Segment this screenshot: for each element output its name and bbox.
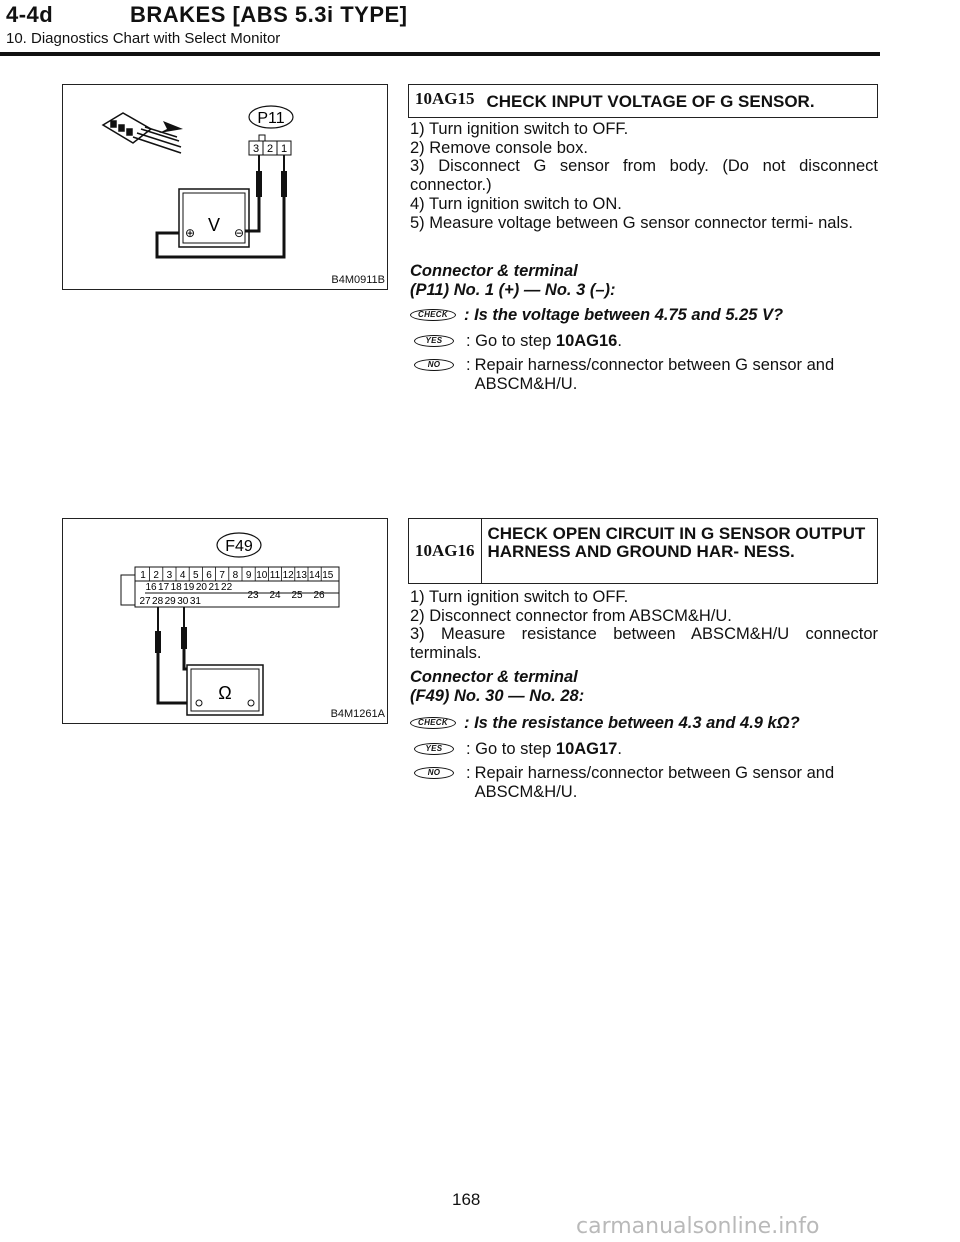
pin-30: 30 [177,596,189,607]
pin-28: 28 [152,596,164,607]
page-title: BRAKES [ABS 5.3i TYPE] [130,2,408,27]
instruction: 2) Disconnect connector from ABSCM&H/U. [410,606,732,625]
pin-4: 4 [179,570,186,581]
step1-instructions [410,120,878,232]
section-number: 4-4d [6,2,54,27]
pin-17: 17 [158,582,170,593]
step-id: 10AG15 [415,89,475,108]
yes-suffix: . [617,332,622,350]
page-number: 168 [452,1190,481,1209]
instruction: 1) Turn ignition switch to OFF. [410,120,629,138]
instruction: 5) Measure voltage between G sensor connector termi- nals. [410,213,853,232]
connector-label-f49: F49 [225,538,253,555]
voltmeter-symbol: V [207,215,221,235]
yes-step-link[interactable]: 10AG17 [555,740,618,758]
no-icon: NO [414,359,454,371]
pin-9: 9 [245,570,252,581]
pin-21: 21 [208,582,220,593]
step-header-10ag16 [408,518,878,584]
wiring-diagram-p11 [63,85,387,289]
ohmmeter-symbol: Ω [218,683,232,703]
pin-27: 27 [139,596,151,607]
connector-label-p11: P11 [257,110,285,127]
no-icon: NO [414,767,454,779]
yes-prefix: Go to step [475,332,556,350]
figure-code: B4M0911B [331,274,385,286]
figure-code: B4M1261A [330,708,385,720]
instruction: 1) Turn ignition switch to OFF. [410,588,629,606]
pin-24: 24 [269,590,281,601]
pin-20: 20 [195,582,207,593]
instruction: 4) Turn ignition switch to ON. [410,194,622,213]
pin-23: 23 [247,590,259,601]
pin-22: 22 [221,582,233,593]
no-answer: Repair harness/connector between G sensor and ABSCM&H/U. [474,764,835,801]
step-id: 10AG16 [415,541,475,560]
pin-5: 5 [193,570,199,581]
page-subtitle: 10. Diagnostics Chart with Select Monitor [6,30,281,47]
pin-8: 8 [232,570,239,581]
terminal-pins: (F49) No. 30 — No. 28: [410,686,585,705]
yes-row: YES : Go to step 10AG17. [410,740,622,759]
pin-14: 14 [309,570,321,581]
terminal-pins: (P11) No. 1 (+) — No. 3 (–): [410,280,616,299]
pin-29: 29 [164,596,176,607]
pin-1: 1 [280,143,288,155]
step2-instructions [410,588,878,663]
pin-12: 12 [282,570,294,581]
check-row [410,714,800,733]
yes-row: YES : Go to step 10AG16. [410,332,622,351]
arrow-icon [159,121,183,133]
connector-drawing [103,113,181,153]
pin-3: 3 [166,570,173,581]
step-title: CHECK OPEN CIRCUIT IN G SENSOR OUTPUT HARNESS AND GROUND HAR- NESS. [481,519,878,583]
yes-prefix: Go to step [475,740,556,758]
pin-6: 6 [206,570,212,581]
pin-18: 18 [170,582,182,593]
pin-19: 19 [183,582,195,593]
check-question: : Is the voltage between 4.75 and 5.25 V? [464,306,784,324]
instruction: 3) Disconnect G sensor from body. (Do not disconnect connector.) [410,157,878,195]
figure-g-sensor-voltage [62,84,388,290]
plus-terminal-icon: ⊕ [184,226,196,240]
wiring-diagram-f49 [63,519,387,723]
check-row [410,306,783,325]
pin-15: 15 [322,570,334,581]
instruction: 2) Remove console box. [410,138,588,157]
pin-31: 31 [189,596,201,607]
minus-terminal-icon: ⊖ [233,226,245,240]
terminal-label: Connector & terminal [410,668,578,686]
yes-icon: YES [414,743,454,755]
pin-25: 25 [291,590,303,601]
pin-16: 16 [145,582,157,593]
pin-3: 3 [252,143,260,155]
header-rule [0,52,880,56]
no-row: NO : Repair harness/connector between G sensor and ABSCM&H/U. [410,764,887,802]
pin-13: 13 [295,570,307,581]
pin-2: 2 [153,570,159,581]
figure-open-circuit [62,518,388,724]
pin-7: 7 [219,570,225,581]
no-row: NO : Repair harness/connector between G sensor and ABSCM&H/U. [410,356,887,394]
yes-suffix: . [617,740,622,758]
terminal-spec [410,262,616,299]
step-header-10ag15 [408,84,878,118]
terminal-spec [410,668,584,705]
pin-10: 10 [256,570,268,581]
pin-1: 1 [140,570,146,581]
yes-icon: YES [414,335,454,347]
check-icon: CHECK [410,309,456,321]
terminal-label: Connector & terminal [410,262,578,280]
step-title: CHECK INPUT VOLTAGE OF G SENSOR. [486,92,815,111]
check-question: : Is the resistance between 4.3 and 4.9 kΩ? [464,714,800,732]
watermark: carmanualsonline.info [576,1214,820,1239]
no-answer: Repair harness/connector between G sensor and ABSCM&H/U. [474,356,835,393]
pin-11: 11 [269,570,281,581]
check-icon: CHECK [410,717,456,729]
yes-step-link[interactable]: 10AG16 [555,332,618,350]
pin-26: 26 [313,590,325,601]
pin-2: 2 [266,143,274,155]
instruction: 3) Measure resistance between ABSCM&H/U connector terminals. [410,625,878,663]
